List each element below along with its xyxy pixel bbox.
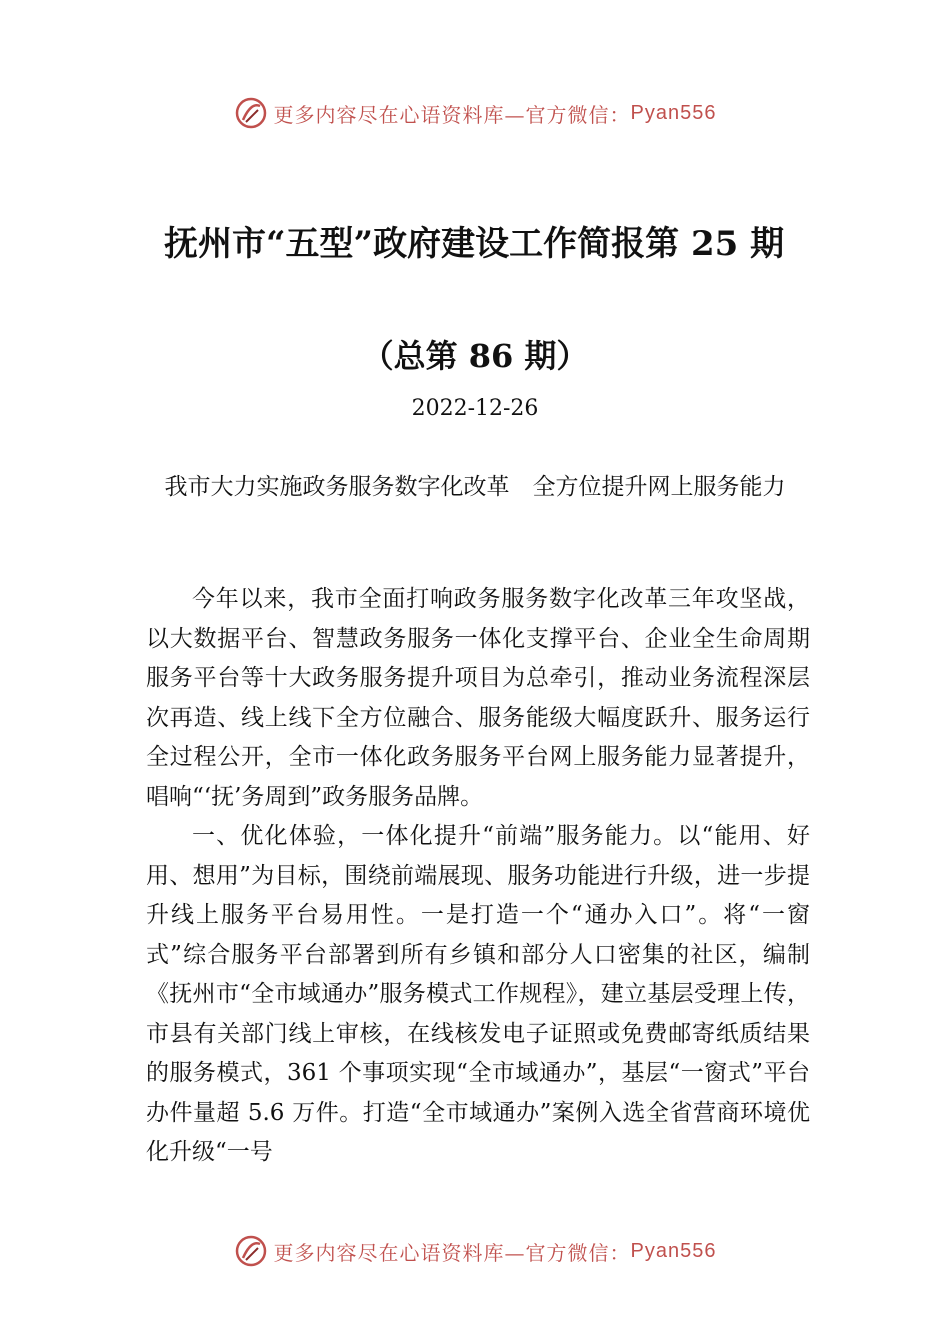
- watermark-wechat-id: Pyan556: [630, 1239, 717, 1262]
- paragraph: 一、优化体验，一体化提升“前端”服务能力。以“能用、好用、想用”为目标，围绕前端展现、服务功能进行升级，进一步提升线上服务平台易用性。一是打造一个“通办入口”。将“一窗式”综合服务平台部署到所有乡镇和部分人口密集的社区，编制《抚州市“全市域通办”服务模式工作规程》，建立基层受理上传，市县有关部门线上审核，在线核发电子证照或免费邮寄纸质结果的服务模式，361 个事项实现“全市域通办”，基层“一窗式”平台办件量超 5.6 万件。打造“全市域通办”案例入选全省营商环境优化升级“一号: [146, 823, 810, 1165]
- watermark-text: 更多内容尽在心语资料库—官方微信：: [273, 102, 631, 127]
- watermark-wechat-id: Pyan556: [630, 101, 717, 124]
- document-issue-number: （总第 86 期）: [361, 337, 589, 375]
- document-date: 2022-12-26: [411, 396, 539, 421]
- watermark-text: 更多内容尽在心语资料库—官方微信：: [273, 1240, 631, 1265]
- paragraph: 今年以来，我市全面打响政务服务数字化改革三年攻坚战，以大数据平台、智慧政务服务一体化支撑平台、企业全生命周期服务平台等十大政务服务提升项目为总牵引，推动业务流程深层次再造、线上线下全方位融合、服务能级大幅度跃升、服务运行全过程公开，全市一体化政务服务平台网上服务能力显著提升，唱响“‘抚’务周到”政务服务品牌。: [146, 586, 810, 810]
- library-logo-icon: [234, 96, 268, 130]
- watermark-top: [0, 96, 950, 130]
- watermark-bottom: [0, 1234, 950, 1268]
- article-body: [146, 580, 810, 1173]
- article-headline: 我市大力实施政务服务数字化改革 全方位提升网上服务能力: [164, 474, 786, 500]
- library-logo-icon: [234, 1234, 268, 1268]
- document-title: 抚州市“五型”政府建设工作简报第 25 期: [164, 224, 785, 264]
